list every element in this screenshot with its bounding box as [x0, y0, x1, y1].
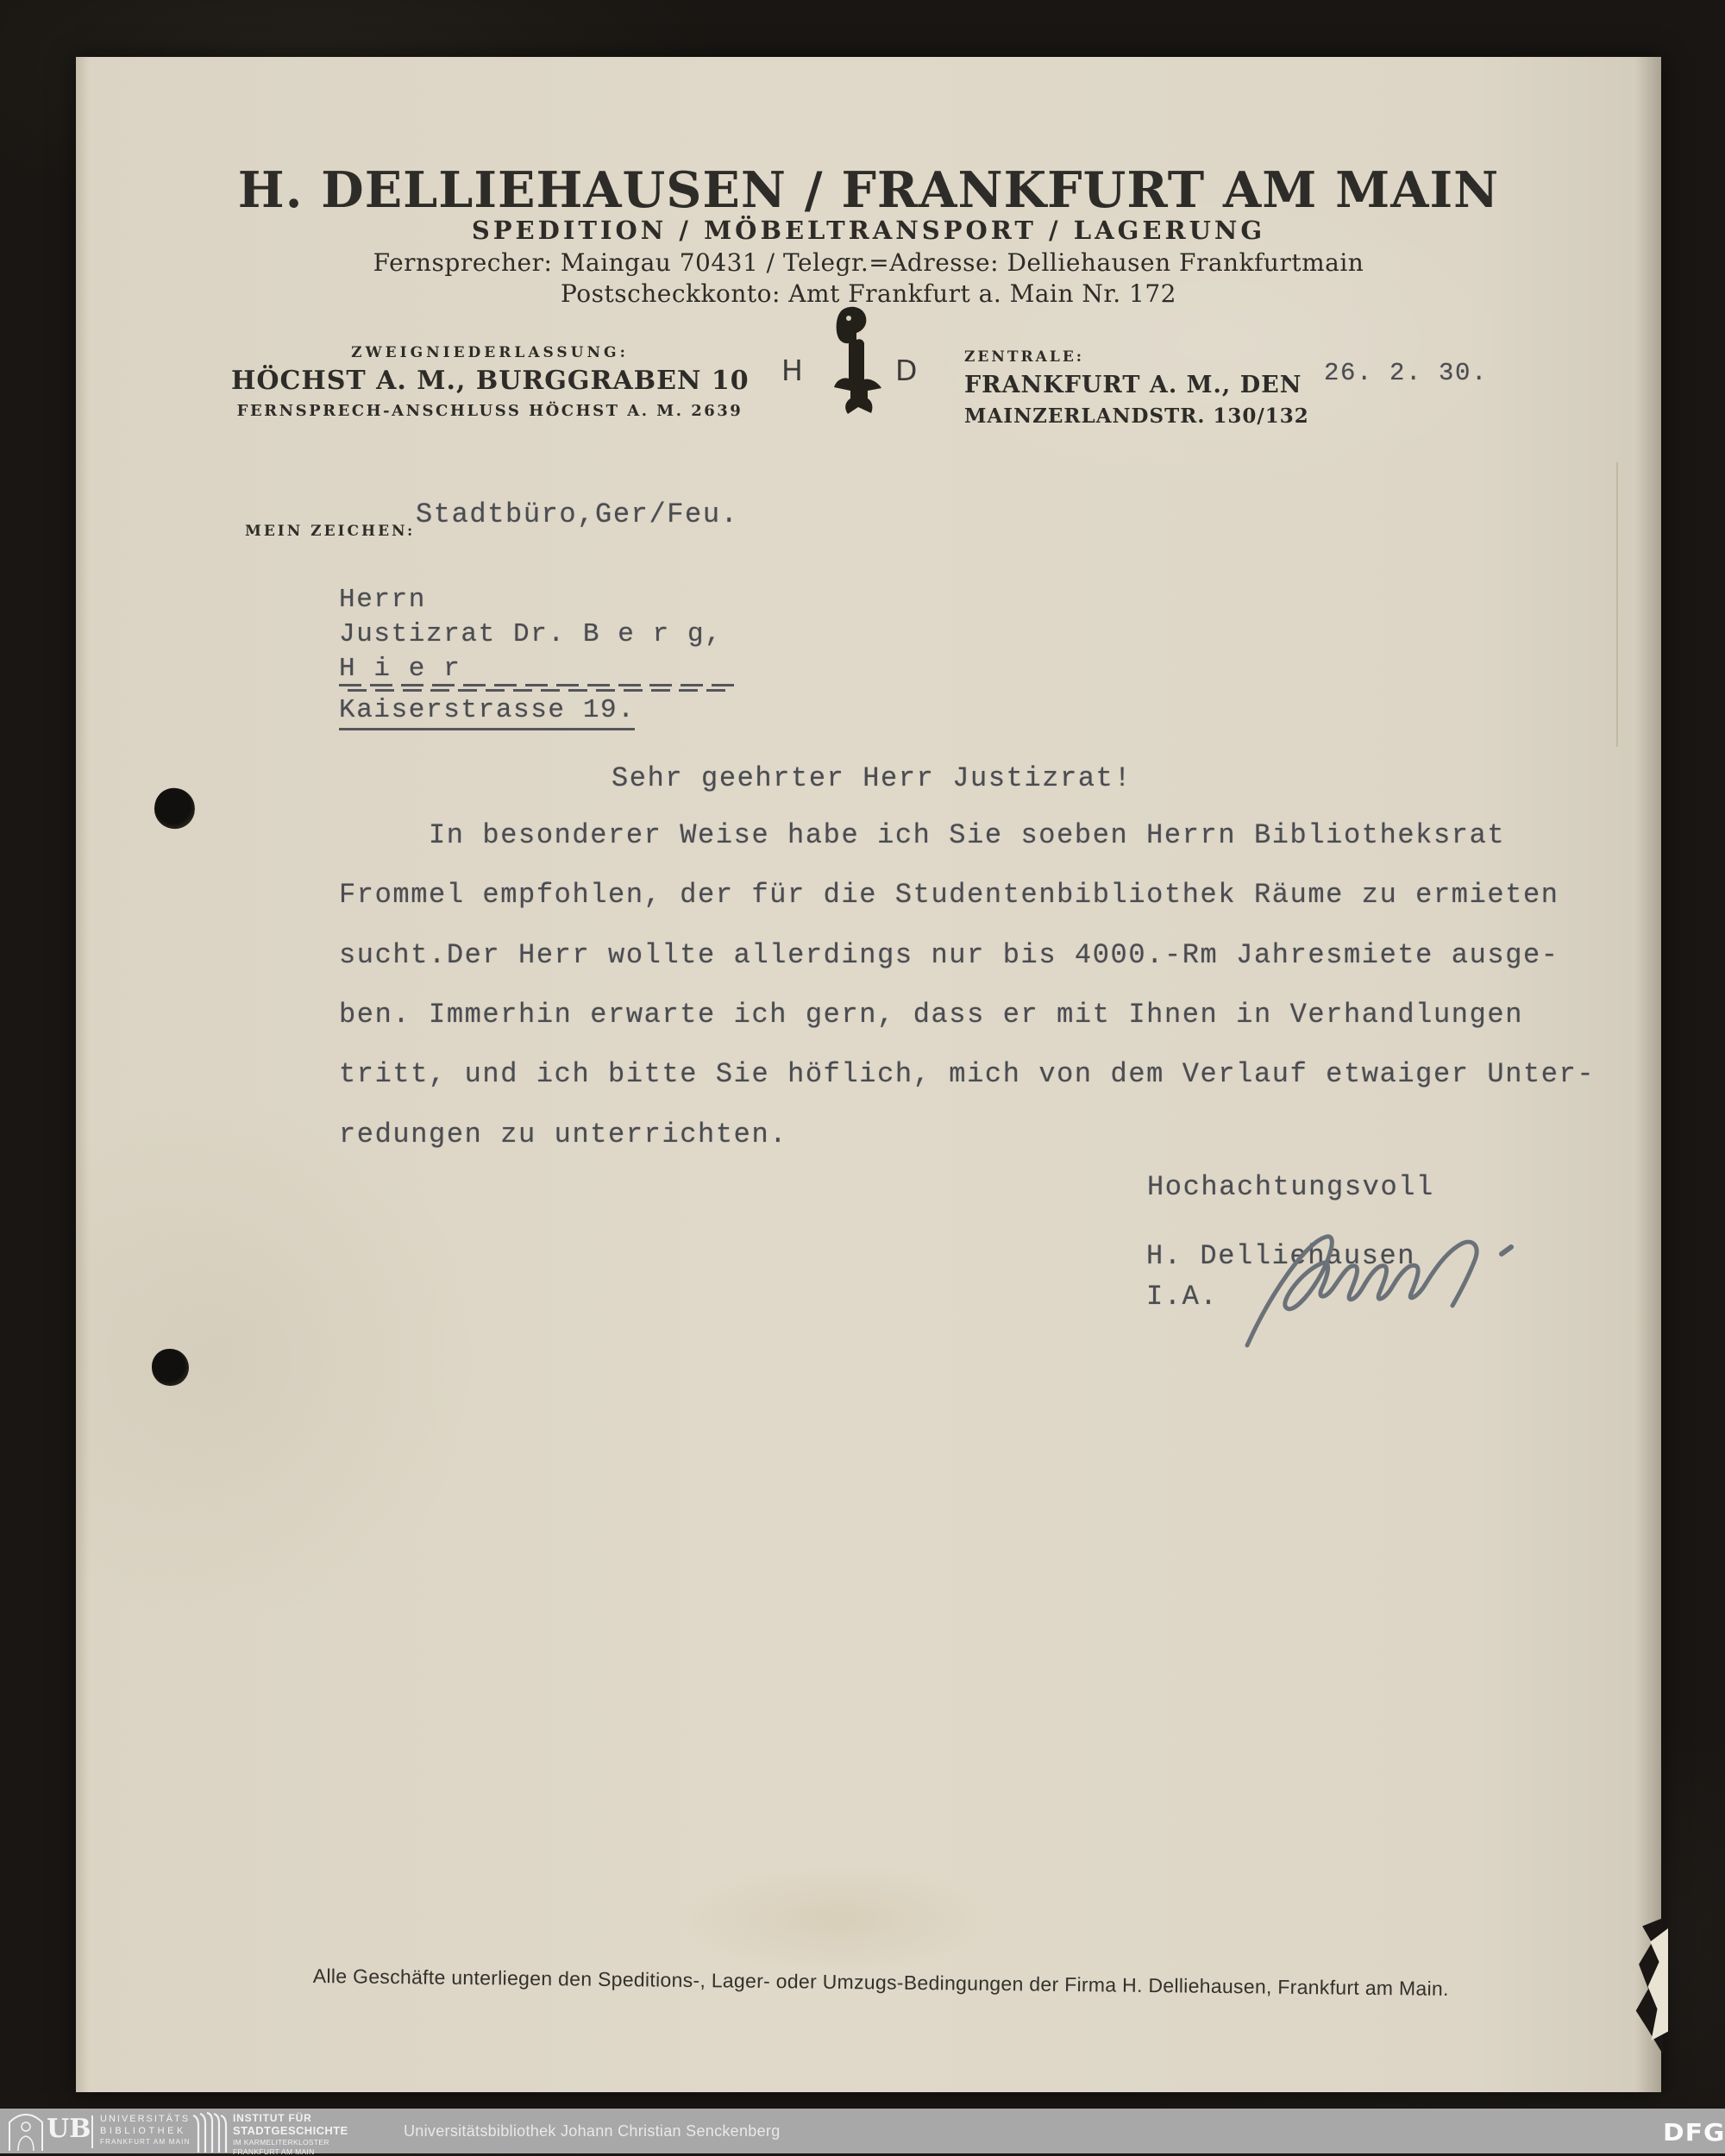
institut-line-1: INSTITUT FÜR	[233, 2112, 312, 2124]
ub-emblem-icon	[7, 2112, 45, 2152]
paper-crease	[1616, 462, 1618, 747]
library-credit-text: Universitätsbibliothek Johann Christian Senckenberg	[404, 2122, 781, 2140]
institut-logo-text	[233, 2113, 348, 2155]
terms-line: Alle Geschäfte unterliegen den Speditions-, Lager- oder Umzugs-Bedingungen der Firma H. Delliehausen, Frankfurt am Main.	[312, 1965, 1449, 2000]
branch-label: ZWEIGNIEDERLASSUNG:	[351, 344, 629, 361]
recipient-line-2: Justizrat Dr. B e r g,	[339, 619, 723, 649]
dfg-logo: DFG	[1663, 2118, 1725, 2147]
institut-line-3: IM KARMELITERKLOSTER	[233, 2138, 329, 2147]
recipient-line-4	[339, 695, 635, 725]
letter-page	[76, 57, 1661, 2092]
salutation: Sehr geehrter Herr Justizrat!	[612, 762, 1132, 794]
letterhead-trade-line: SPEDITION / MÖBELTRANSPORT / LAGERUNG	[471, 216, 1266, 245]
library-footer-bar	[0, 2109, 1725, 2156]
body-line-6: redungen zu unterrichten.	[339, 1119, 788, 1150]
closing-per: I.A.	[1146, 1281, 1219, 1313]
letterhead-company-line: H. DELLIEHAUSEN / FRANKFURT AM MAIN	[237, 161, 1500, 219]
zentrale-street-line: MAINZERLANDSTR. 130/132	[964, 404, 1309, 428]
branch-office-block	[231, 344, 749, 420]
ub-divider	[91, 2115, 93, 2148]
recipient-line-3: H i e r	[339, 654, 461, 684]
letter-date: 26. 2. 30.	[1324, 359, 1489, 387]
closing-company: H. Delliehausen	[1146, 1240, 1416, 1272]
ub-line-2: BIBLIOTHEK	[100, 2126, 186, 2136]
body-line-1: In besonderer Weise habe ich Sie soeben Herrn Bibliotheksrat	[429, 819, 1506, 851]
zentrale-block	[964, 348, 1309, 428]
punch-hole-top-icon	[151, 785, 199, 833]
institut-arch-icon	[191, 2112, 229, 2153]
institut-line-2: STADTGESCHICHTE	[233, 2124, 348, 2137]
ub-logo-text	[100, 2115, 191, 2146]
ub-abbrev: UB	[47, 2114, 91, 2144]
body-line-5: tritt, und ich bitte Sie höflich, mich von dem Verlauf etwaiger Unter-	[339, 1058, 1596, 1090]
zentrale-city-line: FRANKFURT A. M., DEN	[964, 372, 1302, 398]
recipient-street: Kaiserstrasse 19.	[339, 695, 635, 730]
branch-address: HÖCHST A. M., BURGGRABEN 10	[231, 366, 750, 396]
ub-line-3: FRANKFURT AM MAIN	[100, 2138, 191, 2146]
reference-label: MEIN ZEICHEN:	[245, 523, 416, 540]
recipient-line-1: Herrn	[339, 585, 427, 615]
letterhead-postal-line: Postscheckkonto: Amt Frankfurt a. Main Nr. 172	[561, 279, 1176, 308]
ub-line-1: UNIVERSITÄTS	[100, 2114, 191, 2124]
letterhead-phone-line: Fernsprecher: Maingau 70431 / Telegr.=Adresse: Delliehausen Frankfurtmain	[373, 248, 1364, 277]
body-line-4: ben. Immerhin erwarte ich gern, dass er mit Ihnen in Verhandlungen	[339, 999, 1524, 1031]
institut-line-4: FRANKFURT AM MAIN	[233, 2147, 315, 2156]
monogram-letter-d: D	[895, 354, 918, 387]
closing-formula: Hochachtungsvoll	[1147, 1171, 1434, 1203]
reference-value: Stadtbüro,Ger/Feu.	[416, 498, 739, 530]
hd-monogram-icon	[814, 305, 892, 422]
punch-hole-bottom-icon	[152, 1349, 189, 1386]
monogram-letter-h: H	[781, 354, 803, 387]
branch-phone: FERNSPRECH-ANSCHLUSS HÖCHST A. M. 2639	[236, 402, 743, 420]
body-line-3: sucht.Der Herr wollte allerdings nur bis 4000.-Rm Jahresmiete ausge-	[339, 939, 1559, 971]
body-line-2: Frommel empfohlen, der für die Studentenbibliothek Räume zu ermieten	[339, 879, 1559, 911]
handwritten-signature	[1239, 1209, 1523, 1356]
zentrale-label: ZENTRALE:	[964, 348, 1085, 366]
typed-dash-rule	[339, 684, 734, 693]
